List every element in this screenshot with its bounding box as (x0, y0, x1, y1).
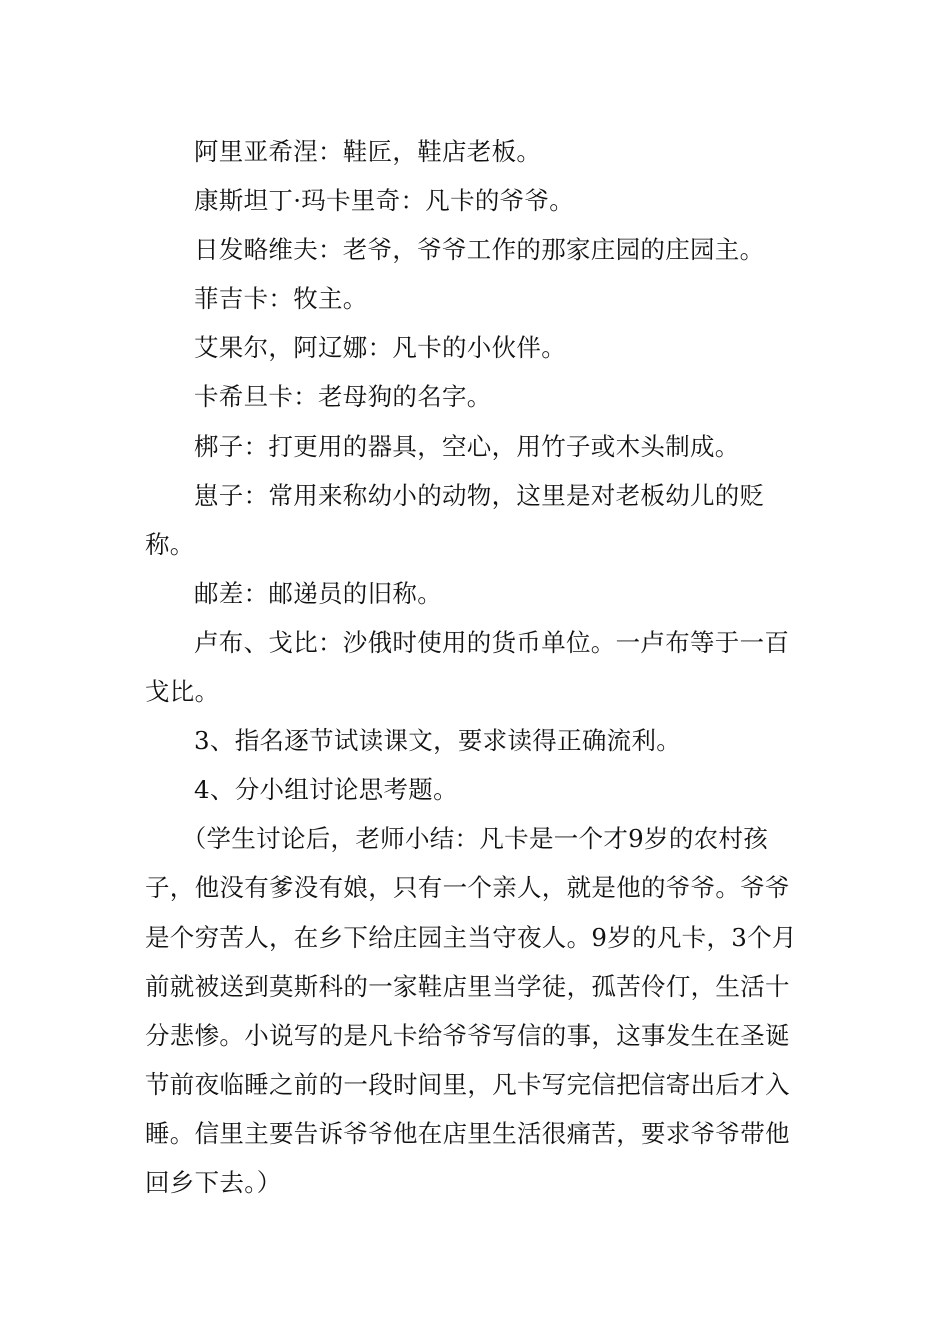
paragraph-step-3: 3、指名逐节试读课文，要求读得正确流利。 (194, 726, 682, 756)
paragraph-cub: 崽子：常用来称幼小的动物，这里是对老板幼儿的贬称。 (145, 480, 765, 559)
document-body (145, 127, 813, 1207)
paragraph-postman: 邮差：邮递员的旧称。 (194, 578, 442, 608)
paragraph-grandfather: 康斯坦丁·玛卡里奇：凡卡的爷爷。 (194, 186, 575, 216)
paragraph-friends: 艾果尔，阿辽娜：凡卡的小伙伴。 (194, 333, 566, 363)
paragraph-currency: 卢布、戈比：沙俄时使用的货币单位。一卢布等于一百戈比。 (145, 627, 790, 707)
paragraph-landlord: 日发略维夫：老爷，爷爷工作的那家庄园的庄园主。 (194, 235, 765, 265)
paragraph-dog: 卡希旦卡：老母狗的名字。 (194, 382, 492, 412)
paragraph-herdsman: 菲吉卡：牧主。 (194, 284, 368, 314)
paragraph-summary: （学生讨论后，老师小结：凡卡是一个才9岁的农村孩子，他没有爹没有娘，只有一个亲人，就是他的爷爷。爷爷是个穷苦人，在乡下给庄园主当守夜人。9岁的凡卡，3个月前就被送到莫斯科的一家鞋店里当学徒，孤苦伶仃，生活十分悲惨。小说写的是凡卡给爷爷写信的事，这事发生在圣诞节前夜临睡之前的一段时间里，凡卡写完信把信寄出后才入睡。信里主要告诉爷爷他在店里生活很痛苦，要求爷爷带他回乡下去。） (145, 824, 797, 1197)
paragraph-step-4: 4、分小组讨论思考题。 (194, 775, 458, 805)
paragraph-shoemaker: 阿里亚希涅：鞋匠，鞋店老板。 (194, 137, 542, 166)
paragraph-clapper: 梆子：打更用的器具，空心，用竹子或木头制成。 (194, 431, 740, 461)
